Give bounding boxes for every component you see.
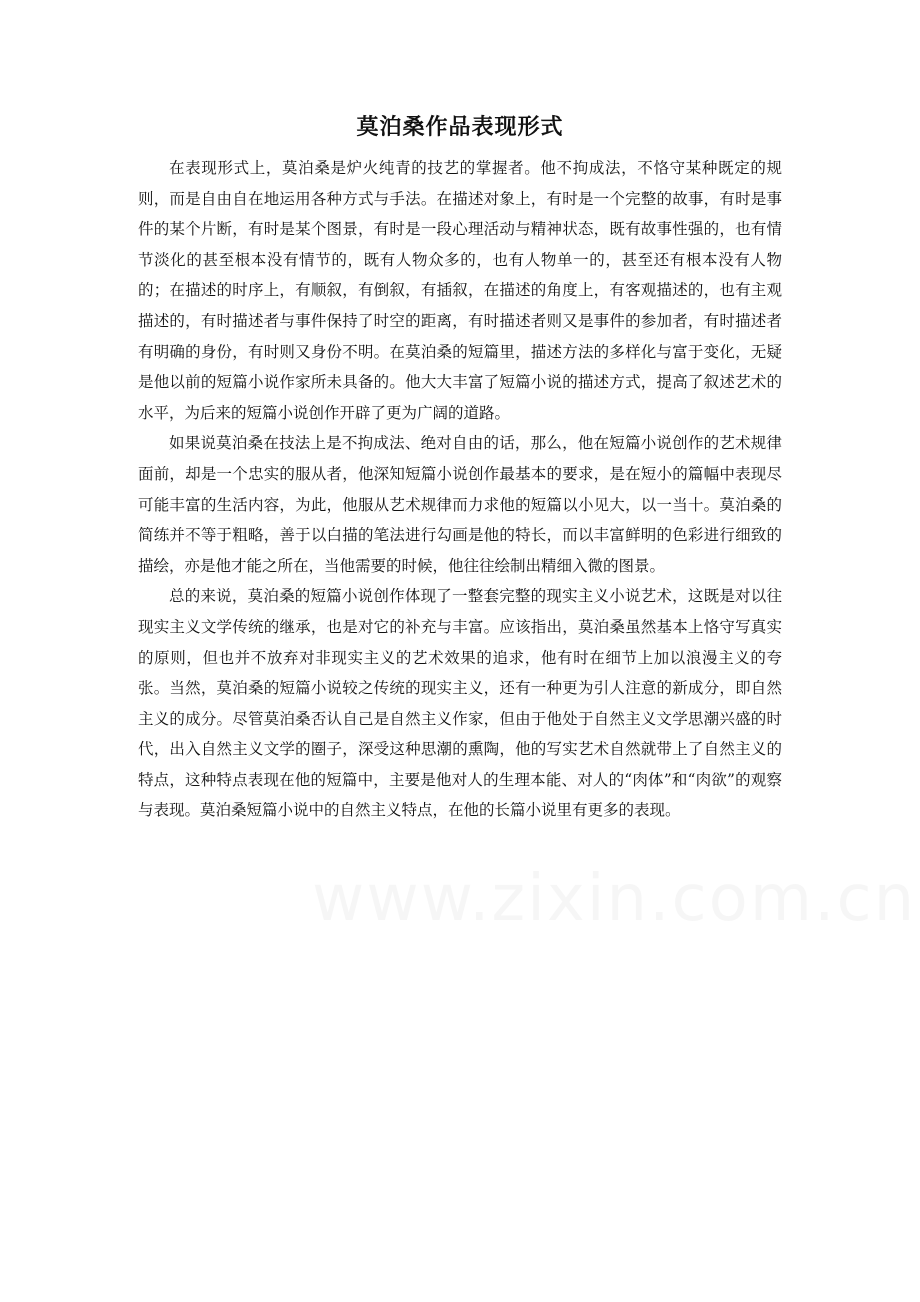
document-title: 莫泊桑作品表现形式 <box>356 115 564 140</box>
paragraph-1: 在表现形式上，莫泊桑是炉火纯青的技艺的掌握者。他不拘成法，不恪守某种既定的规则，而是自由自在地运用各种方式与手法。在描述对象上，有时是一个完整的故事，有时是事件的某个片断，有时是某个图景，有时是一段心理活动与精神状态，既有故事性强的，也有情节淡化的甚至根本没有情节的，既有人物众多的，也有人物单一的，甚至还有根本没有人物的；在描述的时序上，有顺叙，有倒叙，有插叙，在描述的角度上，有客观描述的，也有主观描述的，有时描述者与事件保持了时空的距离，有时描述者则又是事件的参加者，有时描述者有明确的身份，有时则又身份不明。在莫泊桑的短篇里，描述方法的多样化与富于变化，无疑是他以前的短篇小说作家所未具备的。他大大丰富了短篇小说的描述方式，提高了叙述艺术的水平，为后来的短篇小说创作开辟了更为广阔的道路。 <box>138 159 782 422</box>
paragraph-3: 总的来说，莫泊桑的短篇小说创作体现了一整套完整的现实主义小说艺术，这既是对以往现实主义文学传统的继承，也是对它的补充与丰富。应该指出，莫泊桑虽然基本上恪守写真实的原则，但也并不放弃对非现实主义的艺术效果的追求，他有时在细节上加以浪漫主义的夸张。当然，莫泊桑的短篇小说较之传统的现实主义，还有一种更为引人注意的新成分，即自然主义的成分。尽管莫泊桑否认自己是自然主义作家，但由于他处于自然主义文学思潮兴盛的时代，出入自然主义文学的圈子，深受这种思潮的熏陶，他的写实艺术自然就带上了自然主义的特点，这种特点表现在他的短篇中，主要是他对人的生理本能、对人的“肉体”和“肉欲”的观察与表现。莫泊桑短篇小说中的自然主义特点，在他的长篇小说里有更多的表现。 <box>138 587 782 820</box>
paragraph-2: 如果说莫泊桑在技法上是不拘成法、绝对自由的话，那么，他在短篇小说创作的艺术规律面前，却是一个忠实的服从者，他深知短篇小说创作最基本的要求，是在短小的篇幅中表现尽可能丰富的生活内容，为此，他服从艺术规律而力求他的短篇以小见大，以一当十。莫泊桑的简练并不等于粗略，善于以白描的笔法进行勾画是他的特长，而以丰富鲜明的色彩进行细致的描绘，亦是他才能之所在，当他需要的时候，他往往绘制出精细入微的图景。 <box>138 434 782 575</box>
watermark <box>312 862 916 936</box>
document-body <box>138 153 782 826</box>
